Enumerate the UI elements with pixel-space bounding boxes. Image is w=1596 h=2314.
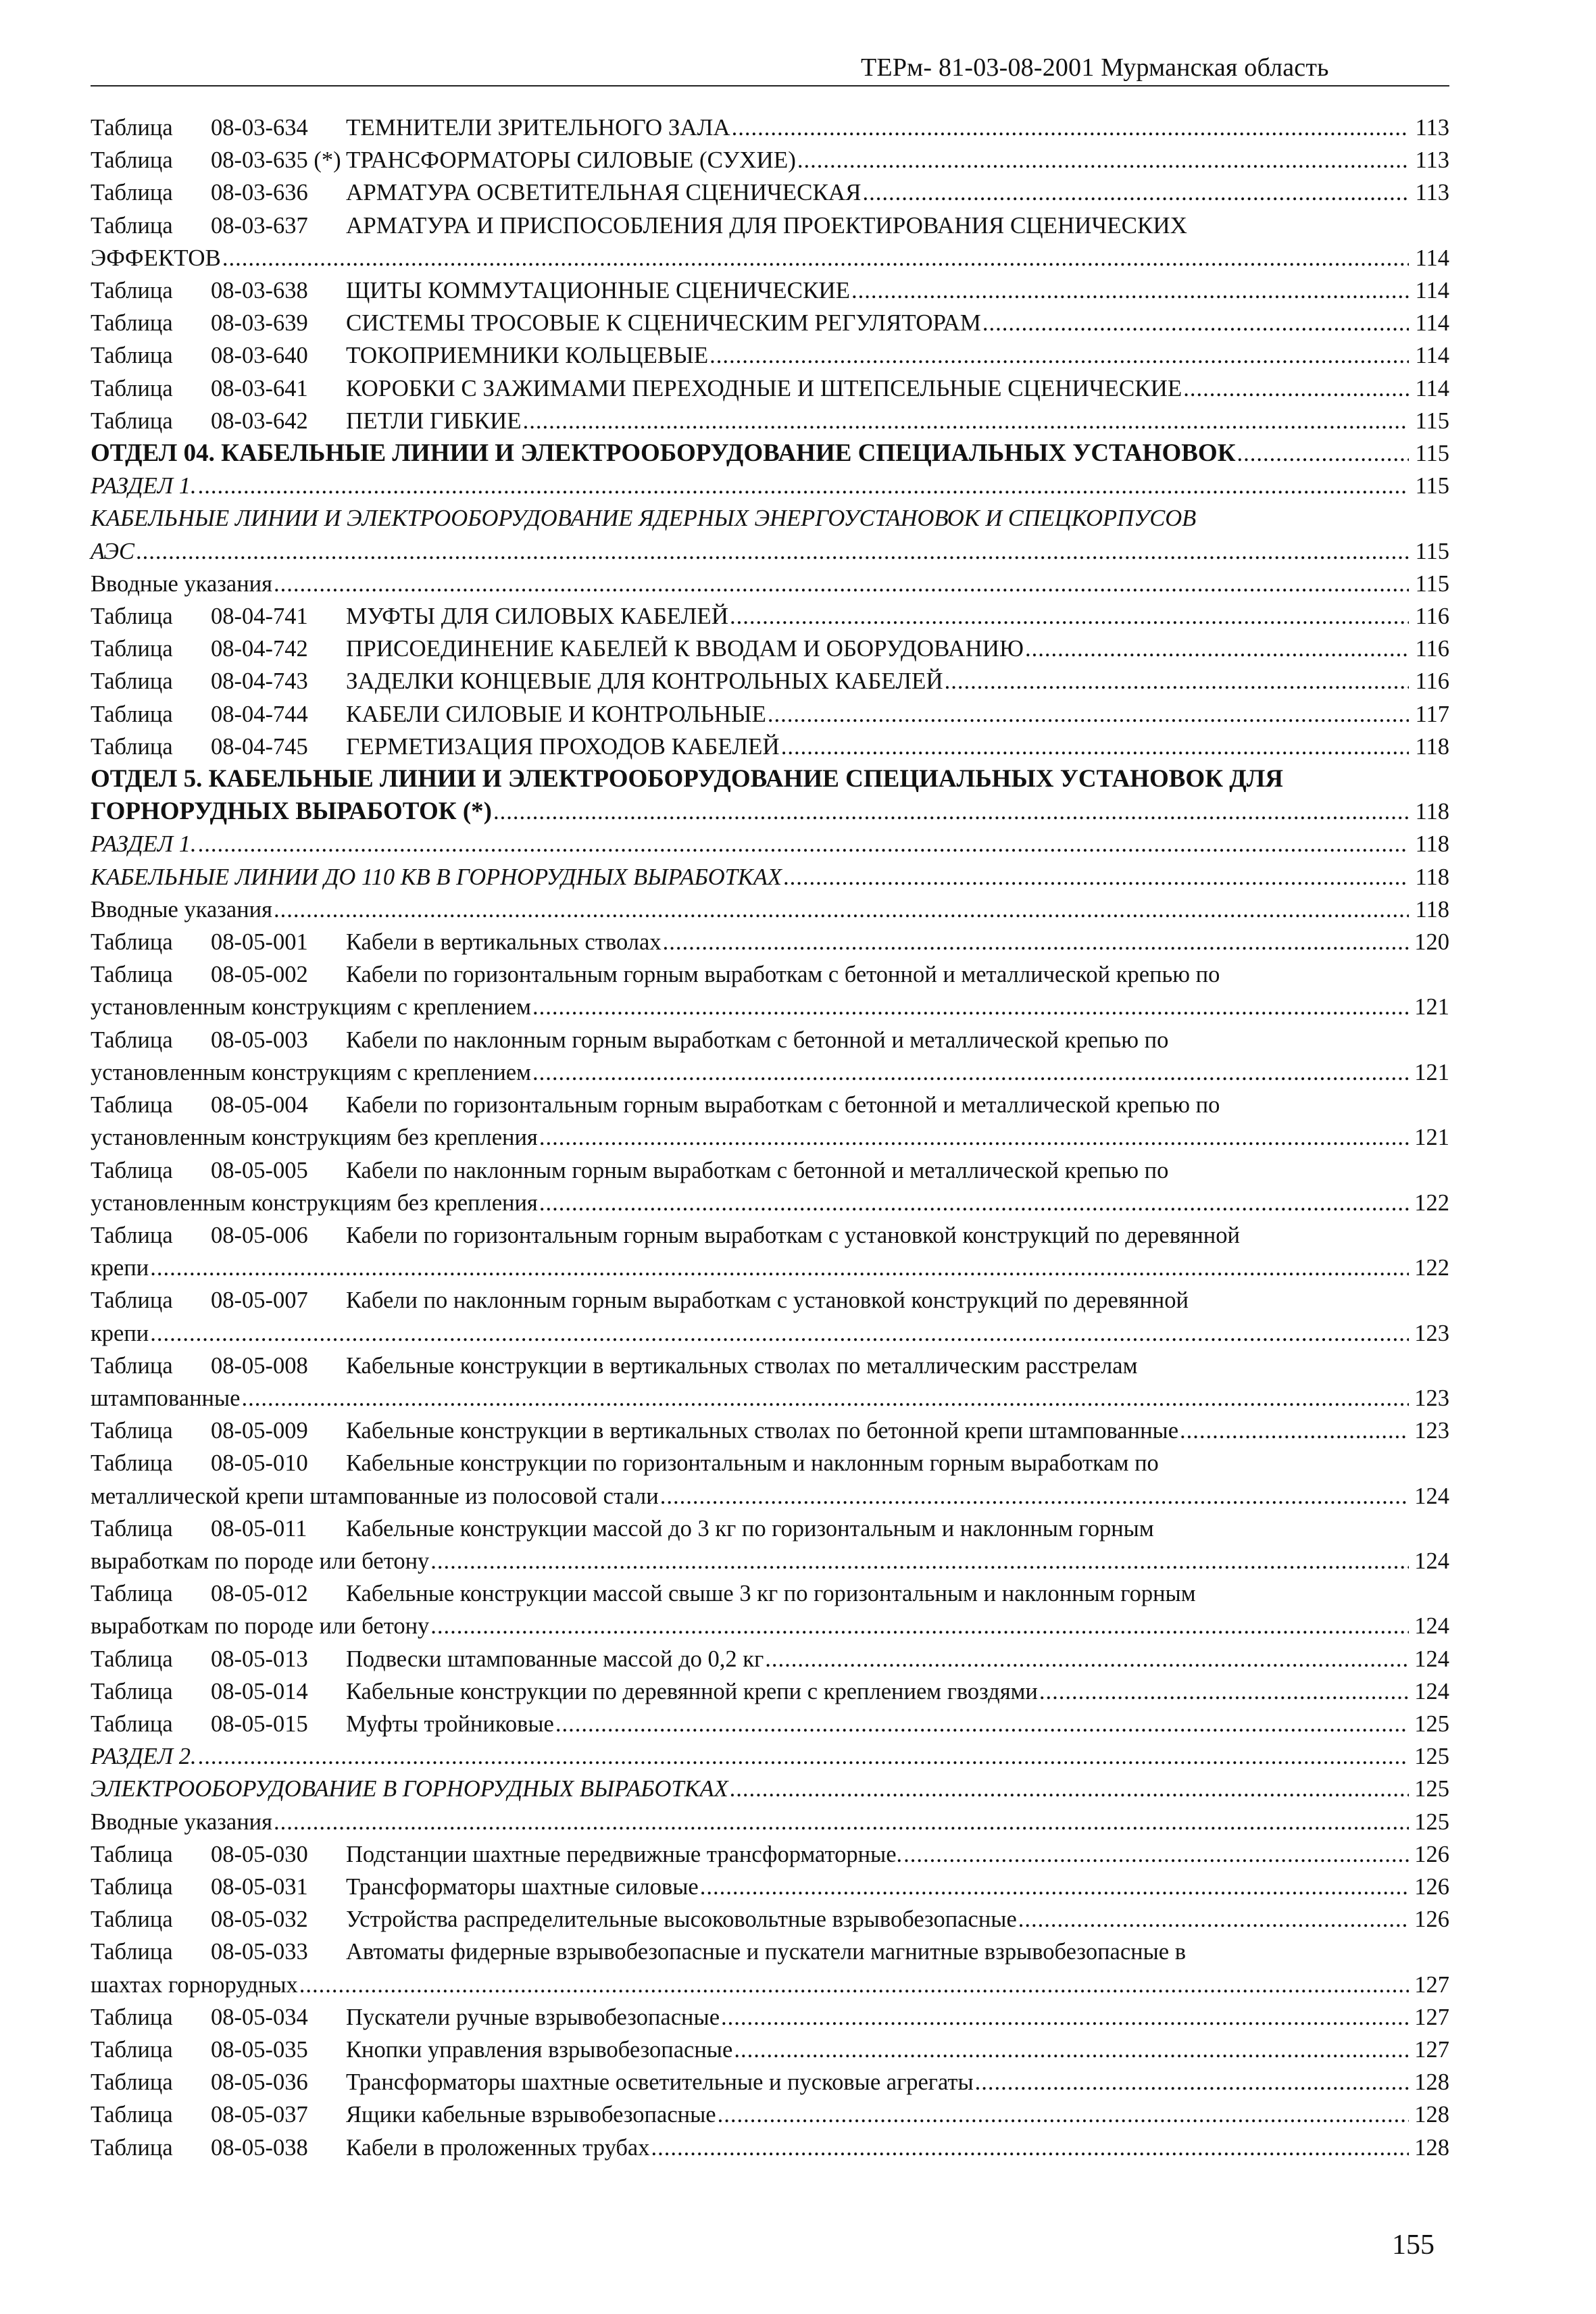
toc-page-number: 128 [1414, 2069, 1449, 2096]
table-prefix: Таблица [91, 1450, 173, 1477]
dot-leader [1237, 437, 1409, 470]
table-code: 08-03-634 [211, 115, 308, 141]
toc-entry[interactable] [91, 1089, 1449, 1154]
toc-entry[interactable] [91, 1512, 1449, 1577]
dot-leader [150, 1317, 1409, 1350]
dot-leader [555, 1708, 1409, 1740]
table-code: 08-05-005 [211, 1157, 308, 1183]
dot-leader [299, 1969, 1409, 2001]
page-number: 155 [1392, 2230, 1435, 2261]
toc-entry[interactable] [91, 1773, 1449, 1805]
toc-page-number: 128 [1414, 2134, 1449, 2161]
table-code: 08-03-642 [211, 408, 308, 434]
dot-leader [1018, 1903, 1409, 1936]
toc-title: ПРИСОЕДИНЕНИЕ КАБЕЛЕЙ К ВВОДАМ И ОБОРУДОВАНИЮ [346, 635, 1024, 662]
toc-page-number: 114 [1415, 310, 1449, 337]
table-code: 08-05-003 [211, 1027, 308, 1053]
toc-entry[interactable] [91, 405, 1449, 437]
toc-entry[interactable] [91, 437, 1449, 470]
table-code: 08-03-637 [211, 212, 308, 239]
table-code: 08-04-741 [211, 604, 308, 630]
toc-title: Кабельные конструкции в вертикальных стволах по бетонной крепи штампованные [346, 1418, 1179, 1444]
toc-title: Кабели по горизонтальным горным выработкам с бетонной и металлической крепью по [346, 1092, 1220, 1118]
toc-entry[interactable] [91, 698, 1449, 731]
dot-leader [982, 307, 1409, 339]
table-code: 08-05-035 [211, 2036, 308, 2063]
table-code: 08-05-030 [211, 1841, 308, 1867]
toc-title-continued: штампованные [91, 1385, 241, 1411]
toc-entry[interactable] [91, 1447, 1449, 1512]
toc-title-continued: установленным конструкциям без крепления [91, 1125, 538, 1151]
dot-leader [718, 2098, 1409, 2131]
dot-leader [150, 1252, 1409, 1284]
toc-page-number: 124 [1414, 1646, 1449, 1672]
toc-page-number: 123 [1414, 1385, 1449, 1411]
toc-title: Ящики кабельные взрывобезопасные [346, 2102, 716, 2128]
toc-title: Кабели по наклонным горным выработкам с бетонной и металлической крепью по [346, 1157, 1169, 1183]
toc-title: Кабельные конструкции по деревянной крепи с креплением гвоздями [346, 1678, 1038, 1704]
table-prefix: Таблица [91, 701, 173, 727]
toc-title-continued: установленным конструкциям с креплением [91, 1059, 531, 1085]
toc-title: ЗАДЕЛКИ КОНЦЕВЫЕ ДЛЯ КОНТРОЛЬНЫХ КАБЕЛЕЙ [346, 668, 943, 695]
toc-entry[interactable] [91, 339, 1449, 372]
toc-title: Трансформаторы шахтные силовые [346, 1873, 699, 1900]
toc-entry[interactable] [91, 893, 1449, 926]
toc-entry[interactable] [91, 1154, 1449, 1219]
toc-entry[interactable] [91, 1740, 1449, 1773]
toc-title-continued: выработкам по породе или бетону [91, 1548, 430, 1574]
toc-page-number: 121 [1414, 994, 1449, 1020]
table-prefix: Таблица [91, 1418, 173, 1444]
toc-title: Кабели по наклонным горным выработкам с установкой конструкций по деревянной [346, 1287, 1189, 1314]
toc-title: КОРОБКИ С ЗАЖИМАМИ ПЕРЕХОДНЫЕ И ШТЕПСЕЛЬНЫЕ СЦЕНИЧЕСКИЕ [346, 374, 1182, 401]
table-code: 08-05-004 [211, 1092, 308, 1118]
toc-entry[interactable] [91, 1350, 1449, 1414]
dot-leader [730, 1773, 1409, 1805]
toc-page-number: 122 [1414, 1189, 1449, 1216]
dot-leader [660, 1480, 1409, 1512]
dot-leader [663, 926, 1409, 958]
table-prefix: Таблица [91, 2134, 173, 2161]
dot-leader [700, 1871, 1409, 1903]
dot-leader [709, 339, 1409, 372]
toc-entry[interactable] [91, 144, 1449, 176]
table-prefix: Таблица [91, 2036, 173, 2063]
table-prefix: Таблица [91, 1157, 173, 1183]
subsection-heading-continued: АЭС [91, 538, 134, 564]
toc-entry[interactable] [91, 372, 1449, 405]
table-prefix: Таблица [91, 310, 173, 337]
dot-leader [532, 991, 1409, 1023]
toc-page-number: 126 [1414, 1873, 1449, 1900]
dot-leader [222, 242, 1409, 274]
table-prefix: Таблица [91, 2069, 173, 2096]
toc-entry[interactable] [91, 1806, 1449, 1838]
table-code: 08-05-038 [211, 2134, 308, 2161]
table-code: 08-05-009 [211, 1418, 308, 1444]
dot-leader [198, 1740, 1409, 1773]
toc-page-number: 125 [1414, 1710, 1449, 1737]
table-prefix: Таблица [91, 1287, 173, 1314]
toc-title-continued: шахтах горнорудных [91, 1971, 298, 1998]
toc-page-number: 124 [1414, 1483, 1449, 1509]
toc-page-number: 116 [1415, 636, 1449, 662]
toc-entry[interactable] [91, 731, 1449, 763]
section-heading-continued: ГОРНОРУДНЫХ ВЫРАБОТОК (*) [91, 797, 492, 826]
toc-page-number: 113 [1415, 180, 1449, 206]
table-code: 08-05-031 [211, 1873, 308, 1900]
table-code: 08-04-743 [211, 668, 308, 695]
toc-entry[interactable] [91, 958, 1449, 1023]
dot-leader [903, 1838, 1409, 1871]
table-prefix: Таблица [91, 1646, 173, 1672]
toc-entry[interactable] [91, 1871, 1449, 1903]
toc-title-continued: выработкам по породе или бетону [91, 1613, 430, 1640]
table-prefix: Таблица [91, 1939, 173, 1965]
toc-entry[interactable] [91, 1936, 1449, 2000]
table-prefix: Таблица [91, 1841, 173, 1867]
toc-page-number: 124 [1414, 1613, 1449, 1640]
toc-page-number: 116 [1415, 668, 1449, 695]
table-of-contents [91, 112, 1449, 2164]
toc-page-number: 127 [1414, 2004, 1449, 2030]
subsection-heading: РАЗДЕЛ 1. [91, 831, 197, 858]
toc-title: Муфты тройниковые [346, 1710, 554, 1737]
toc-title: Подвески штампованные массой до 0,2 кг [346, 1646, 764, 1672]
toc-entry[interactable] [91, 2098, 1449, 2131]
dot-leader [945, 665, 1409, 697]
toc-page-number: 124 [1414, 1678, 1449, 1704]
toc-page-number: 120 [1414, 929, 1449, 956]
toc-entry[interactable] [91, 1577, 1449, 1642]
table-code: 08-05-010 [211, 1450, 308, 1477]
table-prefix: Таблица [91, 1873, 173, 1900]
dot-leader [851, 274, 1409, 307]
table-prefix: Таблица [91, 1906, 173, 1933]
toc-entry[interactable] [91, 1284, 1449, 1349]
table-code: 08-04-742 [211, 636, 308, 662]
dot-leader [198, 470, 1409, 502]
toc-title: Вводные указания [91, 1808, 272, 1835]
toc-title: АРМАТУРА И ПРИСПОСОБЛЕНИЯ ДЛЯ ПРОЕКТИРОВАНИЯ СЦЕНИЧЕСКИХ [346, 212, 1187, 239]
table-prefix: Таблица [91, 962, 173, 988]
toc-title: ГЕРМЕТИЗАЦИЯ ПРОХОДОВ КАБЕЛЕЙ [346, 733, 780, 760]
toc-title: Вводные указания [91, 570, 272, 597]
table-prefix: Таблица [91, 1092, 173, 1118]
dot-leader [734, 2034, 1409, 2066]
table-prefix: Таблица [91, 180, 173, 206]
subsection-heading: КАБЕЛЬНЫЕ ЛИНИИ И ЭЛЕКТРООБОРУДОВАНИЕ ЯДЕРНЫХ ЭНЕРГОУСТАНОВОК И СПЕЦКОРПУСОВ [91, 506, 1197, 532]
toc-entry[interactable] [91, 1675, 1449, 1708]
toc-entry[interactable] [91, 502, 1449, 567]
toc-title: КАБЕЛИ СИЛОВЫЕ И КОНТРОЛЬНЫЕ [346, 700, 766, 727]
table-code: 08-05-013 [211, 1646, 308, 1672]
toc-page-number: 126 [1414, 1906, 1449, 1933]
toc-title: СИСТЕМЫ ТРОСОВЫЕ К СЦЕНИЧЕСКИМ РЕГУЛЯТОРАМ [346, 310, 981, 337]
toc-entry[interactable] [91, 274, 1449, 307]
dot-leader [730, 600, 1409, 633]
table-prefix: Таблица [91, 2102, 173, 2128]
table-prefix: Таблица [91, 212, 173, 239]
table-prefix: Таблица [91, 408, 173, 434]
subsection-heading: КАБЕЛЬНЫЕ ЛИНИИ ДО 110 КВ В ГОРНОРУДНЫХ ВЫРАБОТКАХ [91, 864, 782, 890]
dot-leader [539, 1121, 1409, 1154]
toc-title-continued: установленным конструкциям с креплением [91, 994, 531, 1020]
toc-title: Кабели по горизонтальным горным выработкам с бетонной и металлической крепью по [346, 962, 1220, 988]
dot-leader [430, 1545, 1409, 1577]
dot-leader [732, 112, 1409, 144]
dot-leader [274, 893, 1409, 926]
toc-entry[interactable] [91, 2001, 1449, 2034]
table-code: 08-03-636 [211, 180, 308, 206]
dot-leader [539, 1187, 1409, 1219]
toc-entry[interactable] [91, 470, 1449, 502]
toc-entry[interactable] [91, 1024, 1449, 1089]
table-prefix: Таблица [91, 604, 173, 630]
table-code: 08-05-007 [211, 1287, 308, 1314]
dot-leader [242, 1382, 1410, 1414]
running-header: ТЕРм- 81-03-08-2001 Мурманская область [861, 53, 1329, 82]
dot-leader [781, 731, 1409, 763]
toc-title: ТРАНСФОРМАТОРЫ СИЛОВЫЕ (СУХИЕ) [346, 147, 796, 174]
toc-title: Устройства распределительные высоковольтные взрывобезопасные [346, 1906, 1017, 1933]
table-code: 08-05-034 [211, 2004, 308, 2030]
toc-title: Пускатели ручные взрывобезопасные [346, 2004, 720, 2030]
toc-entry[interactable] [91, 2132, 1449, 2164]
toc-page-number: 118 [1415, 864, 1449, 890]
toc-title: Кабельные конструкции по горизонтальным и наклонным горным выработкам по [346, 1450, 1159, 1477]
toc-page-number: 118 [1415, 733, 1449, 760]
toc-entry[interactable] [91, 763, 1449, 828]
table-code: 08-03-639 [211, 310, 308, 337]
toc-title: Вводные указания [91, 896, 272, 922]
table-prefix: Таблица [91, 2004, 173, 2030]
toc-title: АРМАТУРА ОСВЕТИТЕЛЬНАЯ СЦЕНИЧЕСКАЯ [346, 179, 862, 206]
toc-page-number: 118 [1415, 799, 1449, 825]
toc-page-number: 114 [1415, 278, 1449, 304]
dot-leader [274, 1806, 1409, 1838]
table-code: 08-04-745 [211, 733, 308, 760]
toc-page-number: 116 [1415, 604, 1449, 630]
toc-page-number: 114 [1415, 375, 1449, 401]
toc-entry[interactable] [91, 926, 1449, 958]
dot-leader [765, 1643, 1409, 1675]
toc-page-number: 127 [1414, 2036, 1449, 2063]
table-code: 08-03-641 [211, 375, 308, 401]
dot-leader [768, 698, 1409, 731]
toc-title: Кнопки управления взрывобезопасные [346, 2036, 733, 2063]
dot-leader [523, 405, 1409, 437]
section-heading: ОТДЕЛ 04. КАБЕЛЬНЫЕ ЛИНИИ И ЭЛЕКТРООБОРУДОВАНИЕ СПЕЦИАЛЬНЫХ УСТАНОВОК [91, 439, 1236, 468]
dot-leader [783, 861, 1409, 893]
toc-title: Кабельные конструкции массой до 3 кг по горизонтальным и наклонным горным [346, 1515, 1154, 1542]
toc-title-continued: ЭФФЕКТОВ [91, 244, 221, 271]
table-prefix: Таблица [91, 147, 173, 174]
toc-page-number: 114 [1415, 245, 1449, 271]
toc-entry[interactable] [91, 2034, 1449, 2066]
toc-entry[interactable] [91, 2066, 1449, 2098]
toc-entry[interactable] [91, 1643, 1449, 1675]
toc-page-number: 113 [1415, 147, 1449, 174]
toc-title: Автоматы фидерные взрывобезопасные и пускатели магнитные взрывобезопасные в [346, 1939, 1187, 1965]
toc-title: ТОКОПРИЕМНИКИ КОЛЬЦЕВЫЕ [346, 342, 709, 369]
table-prefix: Таблица [91, 1222, 173, 1248]
toc-title: ТЕМНИТЕЛИ ЗРИТЕЛЬНОГО ЗАЛА [346, 114, 730, 141]
toc-entry[interactable] [91, 1219, 1449, 1284]
dot-leader [862, 176, 1409, 209]
toc-page-number: 121 [1414, 1059, 1449, 1085]
dot-leader [975, 2066, 1409, 2098]
toc-page-number: 115 [1415, 441, 1449, 467]
table-code: 08-05-036 [211, 2069, 308, 2096]
toc-title: Подстанции шахтные передвижные трансформаторные. [346, 1841, 903, 1867]
table-code: 08-05-011 [211, 1515, 307, 1542]
toc-page-number: 124 [1414, 1548, 1449, 1574]
toc-page-number: 121 [1414, 1125, 1449, 1151]
toc-title: ЩИТЫ КОММУТАЦИОННЫЕ СЦЕНИЧЕСКИЕ [346, 277, 850, 304]
toc-entry[interactable] [91, 633, 1449, 665]
table-code: 08-03-635 (*) [211, 147, 341, 174]
toc-entry[interactable] [91, 210, 1449, 274]
table-prefix: Таблица [91, 636, 173, 662]
toc-page-number: 114 [1415, 343, 1449, 369]
table-code: 08-05-002 [211, 962, 308, 988]
toc-entry[interactable] [91, 1838, 1449, 1871]
toc-title: Кабельные конструкции в вертикальных стволах по металлическим расстрелам [346, 1352, 1138, 1379]
dot-leader [532, 1056, 1409, 1089]
toc-title: МУФТЫ ДЛЯ СИЛОВЫХ КАБЕЛЕЙ [346, 603, 728, 630]
dot-leader [198, 828, 1409, 860]
toc-page-number: 128 [1414, 2102, 1449, 2128]
toc-page-number: 122 [1414, 1255, 1449, 1281]
table-prefix: Таблица [91, 1352, 173, 1379]
table-prefix: Таблица [91, 115, 173, 141]
table-code: 08-04-744 [211, 701, 308, 727]
toc-entry[interactable] [91, 1414, 1449, 1447]
toc-title-continued: металлической крепи штампованные из полосовой стали [91, 1483, 659, 1509]
toc-entry[interactable] [91, 1708, 1449, 1740]
toc-title: Трансформаторы шахтные осветительные и пусковые агрегаты [346, 2069, 974, 2096]
dot-leader [797, 144, 1409, 176]
toc-title: Кабели в вертикальных стволах [346, 929, 662, 956]
toc-page-number: 126 [1414, 1841, 1449, 1867]
toc-entry[interactable] [91, 600, 1449, 633]
dot-leader [1039, 1675, 1409, 1708]
table-code: 08-03-638 [211, 278, 308, 304]
toc-title: Кабели по горизонтальным горным выработкам с установкой конструкций по деревянной [346, 1222, 1240, 1248]
table-prefix: Таблица [91, 929, 173, 956]
toc-title: Кабели в проложенных трубах [346, 2134, 650, 2161]
toc-page-number: 115 [1415, 408, 1449, 434]
dot-leader [430, 1610, 1409, 1642]
toc-page-number: 123 [1414, 1418, 1449, 1444]
toc-page-number: 115 [1415, 570, 1449, 597]
toc-page-number: 117 [1415, 701, 1449, 727]
toc-entry[interactable] [91, 112, 1449, 144]
dot-leader [274, 568, 1409, 600]
table-prefix: Таблица [91, 1027, 173, 1053]
toc-title: Кабельные конструкции массой свыше 3 кг по горизонтальным и наклонным горным [346, 1581, 1196, 1607]
dot-leader [493, 795, 1409, 828]
table-prefix: Таблица [91, 278, 173, 304]
toc-entry[interactable] [91, 1903, 1449, 1936]
toc-page-number: 115 [1415, 473, 1449, 499]
table-code: 08-05-014 [211, 1678, 308, 1704]
toc-title-continued: установленным конструкциям без крепления [91, 1189, 538, 1216]
table-code: 08-03-640 [211, 343, 308, 369]
toc-title: Кабели по наклонным горным выработкам с бетонной и металлической крепью по [346, 1027, 1169, 1053]
toc-page-number: 125 [1414, 1808, 1449, 1835]
table-code: 08-05-033 [211, 1939, 308, 1965]
toc-entry[interactable] [91, 861, 1449, 893]
table-code: 08-05-001 [211, 929, 308, 956]
toc-page-number: 127 [1414, 1971, 1449, 1998]
toc-title-continued: крепи [91, 1255, 149, 1281]
toc-title-continued: крепи [91, 1320, 149, 1346]
toc-entry[interactable] [91, 176, 1449, 209]
toc-page-number: 115 [1415, 538, 1449, 564]
table-code: 08-05-008 [211, 1352, 308, 1379]
toc-page-number: 118 [1415, 896, 1449, 922]
dot-leader [1025, 633, 1409, 665]
table-code: 08-05-006 [211, 1222, 308, 1248]
dot-leader [721, 2001, 1409, 2034]
toc-page-number: 118 [1415, 831, 1449, 858]
table-prefix: Таблица [91, 1710, 173, 1737]
table-prefix: Таблица [91, 1581, 173, 1607]
toc-page-number: 125 [1414, 1776, 1449, 1802]
table-code: 08-05-037 [211, 2102, 308, 2128]
table-code: 08-05-032 [211, 1906, 308, 1933]
table-prefix: Таблица [91, 1515, 173, 1542]
table-prefix: Таблица [91, 668, 173, 695]
toc-page-number: 125 [1414, 1744, 1449, 1770]
toc-entry[interactable] [91, 665, 1449, 697]
toc-page-number: 123 [1414, 1320, 1449, 1346]
table-prefix: Таблица [91, 343, 173, 369]
subsection-heading: ЭЛЕКТРООБОРУДОВАНИЕ В ГОРНОРУДНЫХ ВЫРАБОТКАХ [91, 1776, 728, 1802]
table-prefix: Таблица [91, 1678, 173, 1704]
dot-leader [1180, 1414, 1409, 1447]
header-rule [91, 85, 1449, 87]
toc-page-number: 113 [1415, 115, 1449, 141]
table-code: 08-05-015 [211, 1710, 308, 1737]
dot-leader [1183, 372, 1409, 405]
toc-entry[interactable] [91, 307, 1449, 339]
toc-entry[interactable] [91, 568, 1449, 600]
section-heading: ОТДЕЛ 5. КАБЕЛЬНЫЕ ЛИНИИ И ЭЛЕКТРООБОРУДОВАНИЕ СПЕЦИАЛЬНЫХ УСТАНОВОК ДЛЯ [91, 765, 1284, 793]
table-code: 08-05-012 [211, 1581, 308, 1607]
toc-entry[interactable] [91, 828, 1449, 860]
subsection-heading: РАЗДЕЛ 1. [91, 473, 197, 499]
table-prefix: Таблица [91, 375, 173, 401]
dot-leader [136, 535, 1409, 568]
toc-title: ПЕТЛИ ГИБКИЕ [346, 407, 522, 434]
table-prefix: Таблица [91, 733, 173, 760]
dot-leader [651, 2132, 1410, 2164]
subsection-heading: РАЗДЕЛ 2. [91, 1744, 197, 1770]
